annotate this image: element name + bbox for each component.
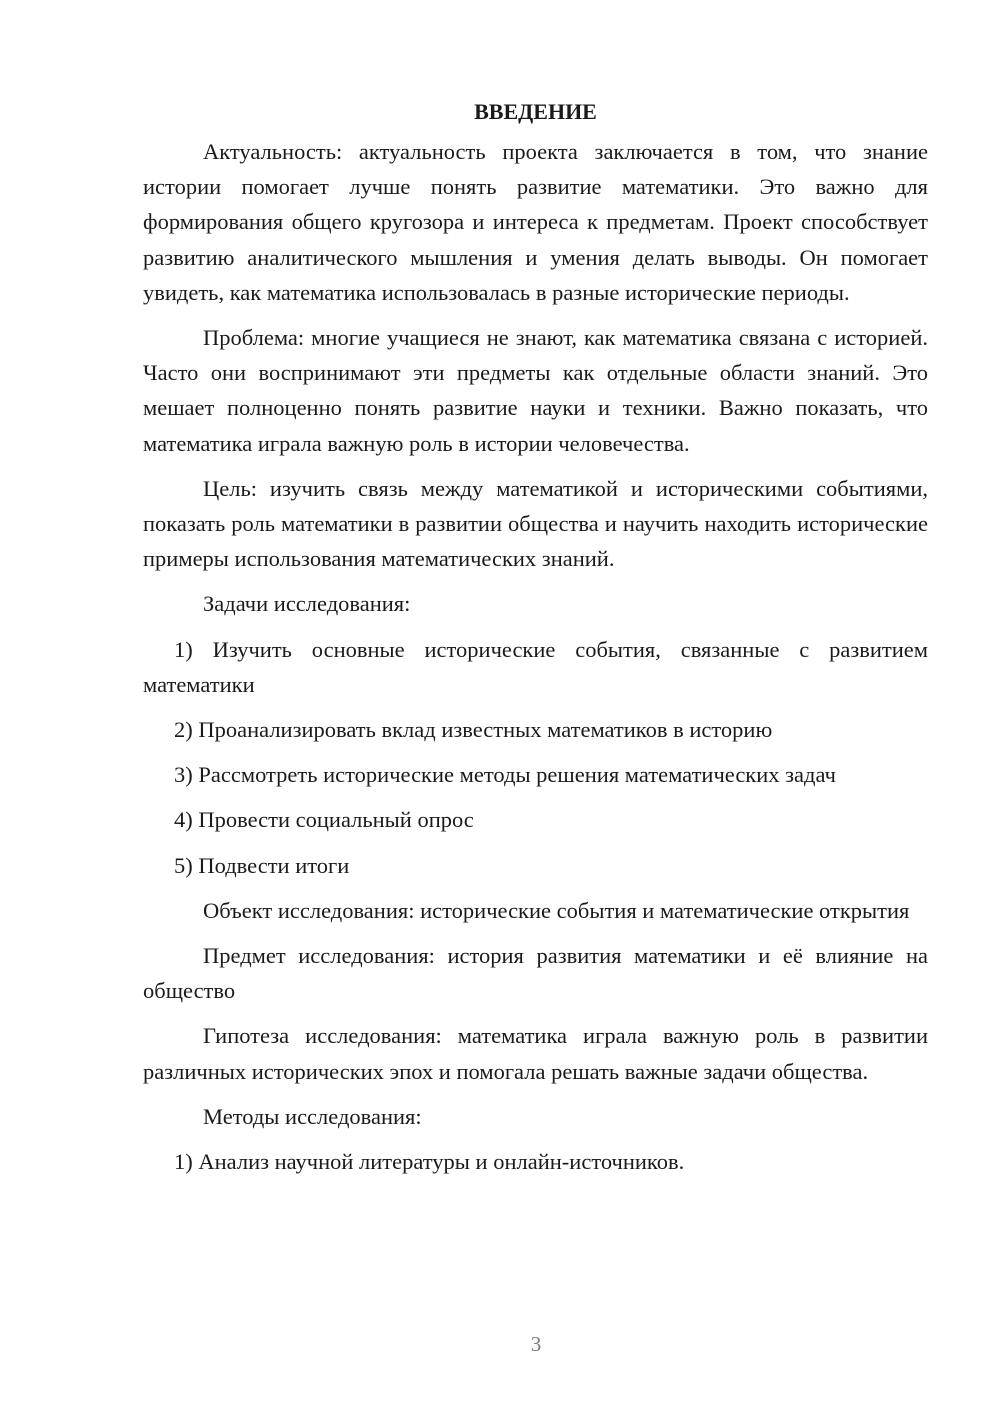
paragraph-goal: Цель: изучить связь между математикой и историческими событиями, показать роль математики в развитии общества и научить находить исторические примеры использования математических знаний.: [143, 475, 928, 572]
task-item-5: 5) Подвести итоги: [174, 852, 350, 878]
paragraph-problem: Проблема: многие учащиеся не знают, как математика связана с историей. Часто они воспринимают эти предметы как отдельные области знаний. Это мешает полноценно понять развитие науки и техники. Важно показать, что математика играла важную роль в истории человечества.: [143, 325, 928, 456]
paragraph-object: Объект исследования: исторические события и математические открытия: [203, 897, 910, 923]
paragraph-methods-heading: Методы исследования:: [203, 1103, 422, 1129]
paragraph-relevance: Актуальность: актуальность проекта заключается в том, что знание истории помогает лучше понять развитие математики. Это важно для формирования общего кругозора и интереса к предметам. Проект способствует развитию аналитического мышления и умения делать выводы. Он помогает увидеть, как математика использовалась в разные исторические периоды.: [143, 139, 928, 305]
task-item-1: 1) Изучить основные исторические события, связанные с развитием математики: [143, 636, 928, 697]
section-title: ВВЕДЕНИЕ: [474, 99, 597, 124]
task-item-3: 3) Рассмотреть исторические методы решения математических задач: [174, 762, 836, 788]
task-item-2: 2) Проанализировать вклад известных математиков в историю: [174, 717, 773, 743]
method-item-1: 1) Анализ научной литературы и онлайн-источников.: [174, 1149, 685, 1175]
task-item-4: 4) Провести социальный опрос: [174, 807, 474, 833]
page-number: 3: [530, 1332, 542, 1356]
paragraph-hypothesis: Гипотеза исследования: математика играла важную роль в развитии различных исторических эпох и помогала решать важные задачи общества.: [143, 1023, 928, 1084]
document-page: [143, 96, 928, 1179]
paragraph-tasks-heading: Задачи исследования:: [203, 591, 411, 617]
paragraph-subject: Предмет исследования: история развития математики и её влияние на общество: [143, 943, 928, 1004]
